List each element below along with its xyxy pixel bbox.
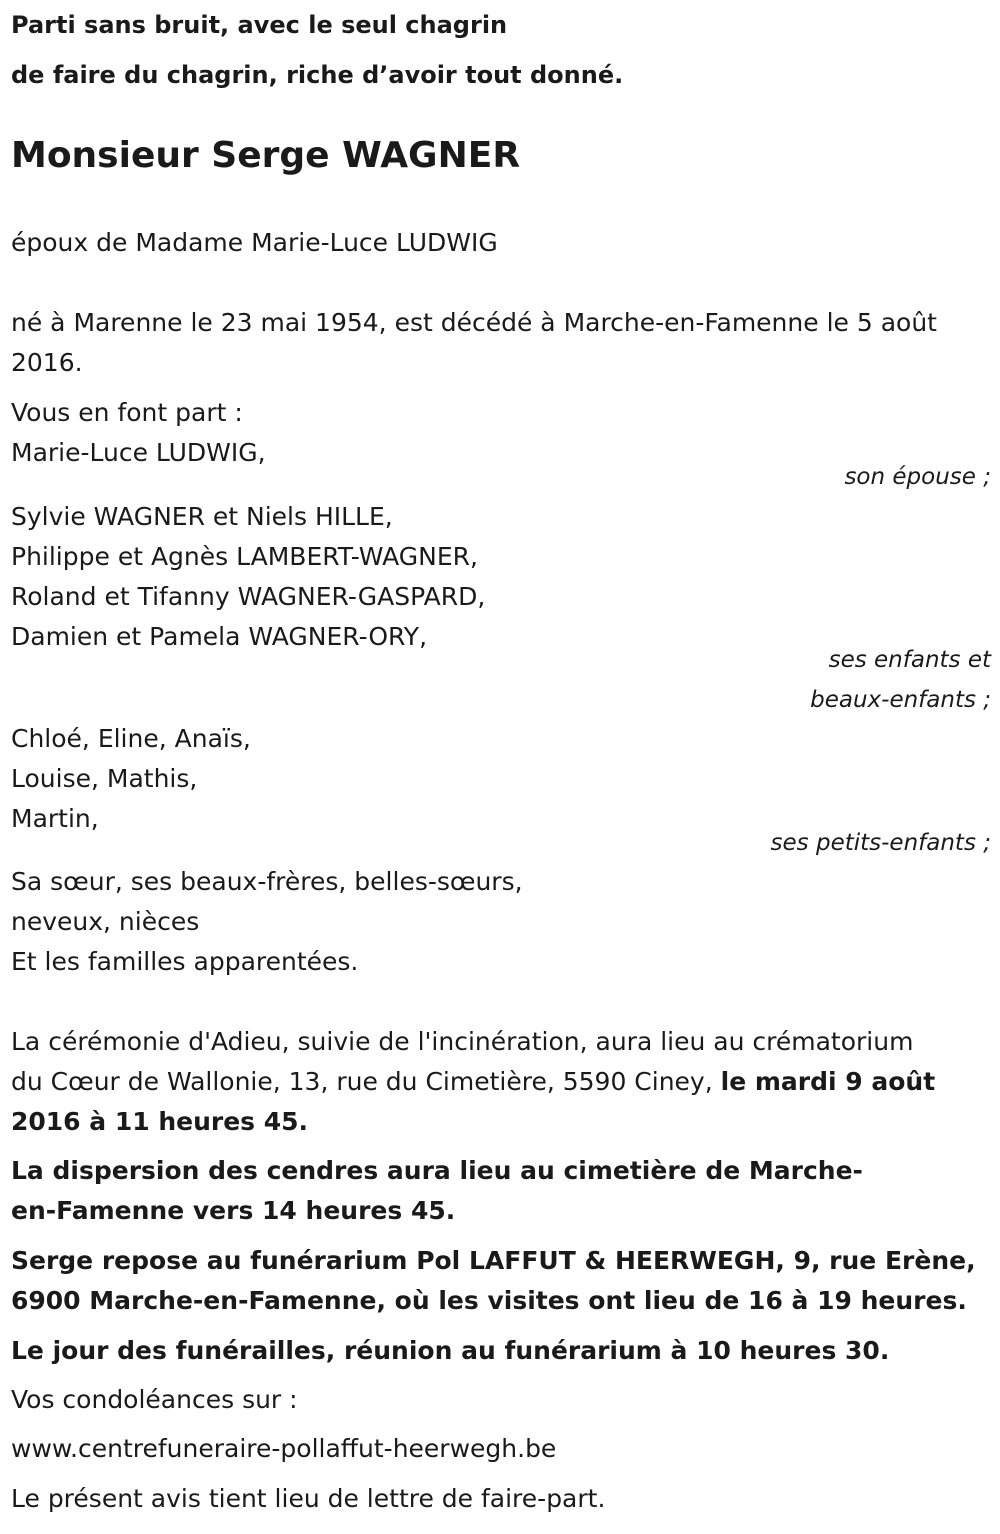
funerarium-line: Serge repose au funérarium Pol LAFFUT & HEERWEGH, 9, rue Erène, bbox=[11, 1246, 976, 1275]
family-name-line: Chloé, Eline, Anaïs, bbox=[11, 724, 251, 753]
family-name-line: Damien et Pamela WAGNER-ORY, bbox=[11, 622, 428, 651]
family-role: ses enfants et bbox=[828, 647, 991, 673]
family-name-line: Roland et Tifanny WAGNER-GASPARD, bbox=[11, 582, 486, 611]
epigraph-line: Parti sans bruit, avec le seul chagrin bbox=[11, 11, 508, 39]
family-role: son épouse ; bbox=[844, 464, 991, 490]
family-role: beaux-enfants ; bbox=[810, 687, 991, 713]
family-name-line: Martin, bbox=[11, 804, 99, 833]
relatives-line: Sa sœur, ses beaux-frères, belles-sœurs, bbox=[11, 867, 523, 896]
ceremony-time: 2016 à 11 heures 45. bbox=[11, 1107, 309, 1136]
reunion-line: Le jour des funérailles, réunion au funérarium à 10 heures 30. bbox=[11, 1336, 890, 1365]
family-role: ses petits-enfants ; bbox=[770, 830, 991, 856]
ceremony-line: La cérémonie d'Adieu, suivie de l'incinération, aura lieu au crématorium bbox=[11, 1027, 914, 1056]
intro-text: Vous en font part : bbox=[11, 398, 243, 427]
deceased-name: Monsieur Serge WAGNER bbox=[11, 135, 521, 176]
closing-line: Le présent avis tient lieu de lettre de faire-part. bbox=[11, 1484, 606, 1513]
dispersion-line: en-Famenne vers 14 heures 45. bbox=[11, 1196, 456, 1225]
ceremony-location: du Cœur de Wallonie, 13, rue du Cimetière, 5590 Ciney, bbox=[11, 1067, 721, 1096]
spouse-line: époux de Madame Marie-Luce LUDWIG bbox=[11, 228, 498, 257]
funerarium-line: 6900 Marche-en-Famenne, où les visites ont lieu de 16 à 19 heures. bbox=[11, 1286, 967, 1315]
funeral-home-website-link[interactable]: www.centrefuneraire-pollaffut-heerwegh.be bbox=[11, 1434, 557, 1463]
relatives-line: Et les familles apparentées. bbox=[11, 947, 359, 976]
condolences-label: Vos condoléances sur : bbox=[11, 1385, 298, 1414]
family-name-line: Sylvie WAGNER et Niels HILLE, bbox=[11, 502, 393, 531]
family-name-line: Louise, Mathis, bbox=[11, 764, 198, 793]
ceremony-date: le mardi 9 août bbox=[720, 1067, 936, 1096]
ceremony-line bbox=[11, 1067, 935, 1097]
birth-death-line: 2016. bbox=[11, 348, 83, 377]
relatives-line: neveux, nièces bbox=[11, 907, 200, 936]
family-name-line: Philippe et Agnès LAMBERT-WAGNER, bbox=[11, 542, 478, 571]
birth-death-line: né à Marenne le 23 mai 1954, est décédé à Marche-en-Famenne le 5 août bbox=[11, 308, 937, 337]
family-name-line: Marie-Luce LUDWIG, bbox=[11, 438, 266, 467]
dispersion-line: La dispersion des cendres aura lieu au cimetière de Marche- bbox=[11, 1156, 863, 1185]
epigraph-line: de faire du chagrin, riche d’avoir tout donné. bbox=[11, 61, 624, 89]
